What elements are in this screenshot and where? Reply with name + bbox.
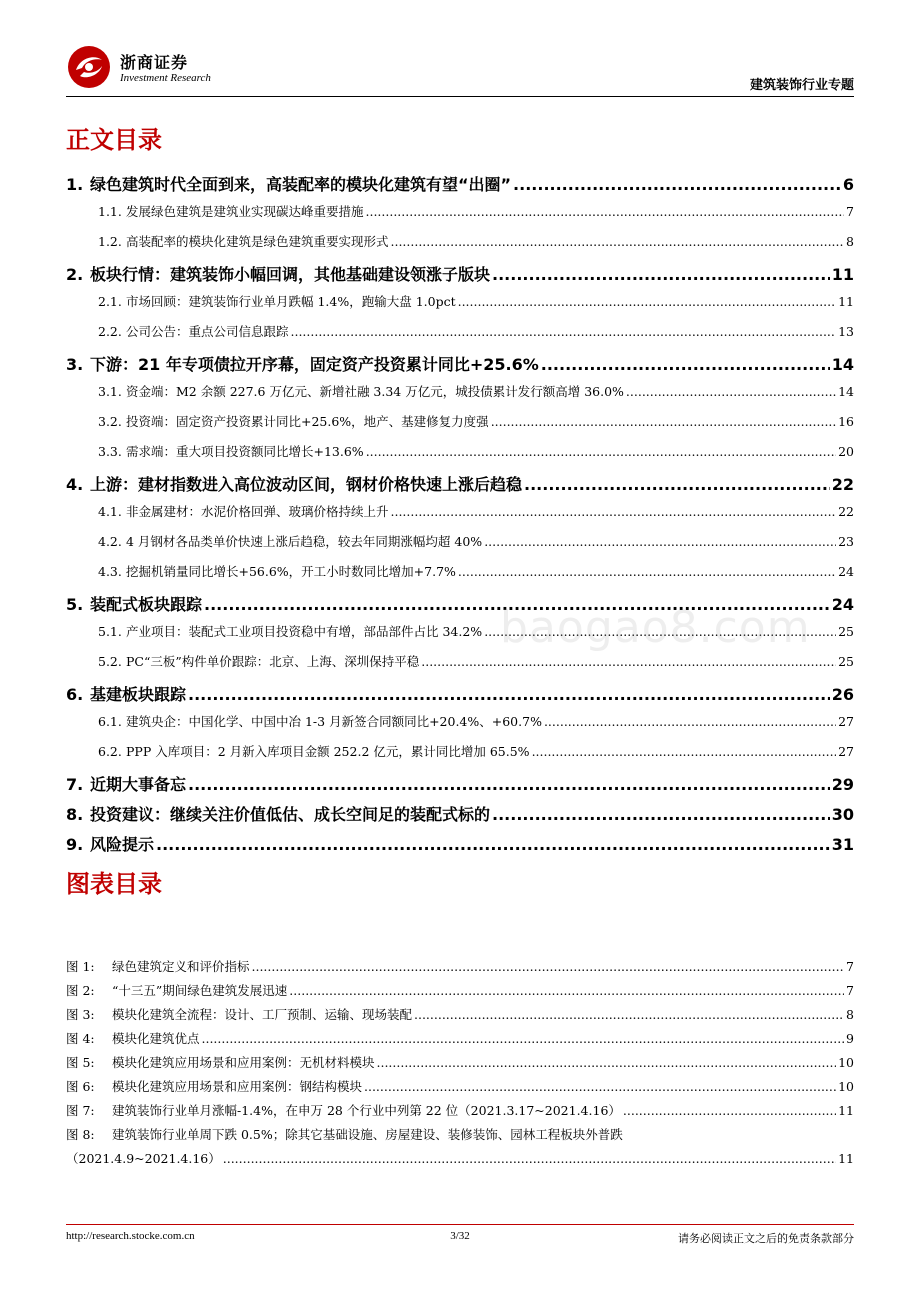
toc-subentry-page: 11: [838, 294, 854, 309]
toc-subentry-page: 24: [838, 564, 854, 579]
toc-entry-number: 9.: [66, 835, 84, 854]
footer-divider: [66, 1224, 854, 1225]
header-divider: [66, 96, 854, 97]
dot-leader: [626, 384, 836, 399]
figure-title: 模块化建筑优点: [112, 1031, 200, 1046]
toc-subentry-title: 挖掘机销量同比增长+56.6%，开工小时数同比增加+7.7%: [126, 564, 456, 579]
toc-entry[interactable]: [66, 770, 854, 800]
toc-subentry-page: 8: [846, 234, 854, 249]
figure-label: 图 5:: [66, 1055, 95, 1070]
figure-entry[interactable]: [66, 981, 854, 1005]
toc-subentry-title: PC“三板”构件单价跟踪：北京、上海、深圳保持平稳: [126, 654, 420, 669]
toc-entry[interactable]: [66, 680, 854, 710]
toc-entry-number: 8.: [66, 805, 84, 824]
dot-leader: [492, 805, 830, 824]
toc-entry[interactable]: [66, 470, 854, 500]
toc-subentry-title: 高装配率的模块化建筑是绿色建筑重要实现形式: [126, 234, 389, 249]
toc-entry-number: 7.: [66, 775, 84, 794]
toc-subentry-page: 20: [838, 444, 854, 459]
figure-page: 7: [846, 959, 854, 974]
toc-subentry[interactable]: [66, 710, 854, 740]
page-header: [66, 44, 854, 96]
figure-label: 图 3:: [66, 1007, 95, 1022]
toc-subentry[interactable]: [66, 410, 854, 440]
toc-entry-number: 2.: [66, 265, 84, 284]
toc-entry-page: 6: [842, 175, 854, 194]
figure-title: “十三五”期间绿色建筑发展迅速: [112, 983, 288, 998]
figure-page: 7: [846, 983, 854, 998]
figure-title-continued: （2021.4.9~2021.4.16）: [66, 1151, 221, 1166]
toc-entry-title: 基建板块跟踪: [90, 685, 187, 704]
dot-leader: [366, 204, 845, 219]
stocke-logo-icon: [66, 44, 112, 90]
dot-leader: [513, 175, 841, 194]
page-number: 3/32: [450, 1230, 470, 1242]
figure-title: 模块化建筑全流程：设计、工厂预制、运输、现场装配: [112, 1007, 413, 1022]
toc-entry-page: 29: [831, 775, 854, 794]
toc-subentry-number: 1.2.: [98, 234, 122, 249]
toc-subentry-page: 25: [838, 624, 854, 639]
toc-entry-page: 22: [831, 475, 854, 494]
toc-subentry-title: 资金端：M2 余额 227.6 万亿元、新增社融 3.34 万亿元，城投债累计发行额高增 36.0%: [126, 384, 624, 399]
dot-leader: [544, 714, 836, 729]
toc-entry-title: 板块行情：建筑装饰小幅回调，其他基础建设领涨子版块: [90, 265, 491, 284]
figure-entry[interactable]: [66, 1101, 854, 1125]
dot-leader: [366, 444, 836, 459]
toc-subentry[interactable]: [66, 320, 854, 350]
dot-leader: [532, 744, 837, 759]
toc-subentry-title: 非金属建材：水泥价格回弹、玻璃价格持续上升: [126, 504, 389, 519]
toc-subentry[interactable]: [66, 380, 854, 410]
toc-entry-title: 投资建议：继续关注价值低估、成长空间足的装配式标的: [90, 805, 491, 824]
toc-subentry-number: 6.1.: [98, 714, 122, 729]
toc-subentry-title: 产业项目：装配式工业项目投资稳中有增，部品部件占比 34.2%: [126, 624, 483, 639]
figure-entry[interactable]: [66, 1053, 854, 1077]
dot-leader: [492, 265, 830, 284]
toc-subentry-title: PPP 入库项目：2 月新入库项目金额 252.2 亿元，累计同比增加 65.5%: [126, 744, 530, 759]
dot-leader: [391, 504, 837, 519]
toc-subentry-title: 发展绿色建筑是建筑业实现碳达峰重要措施: [126, 204, 364, 219]
toc-entry-title: 上游：建材指数进入高位波动区间，钢材价格快速上涨后趋稳: [90, 475, 523, 494]
figure-page: 10: [838, 1055, 854, 1070]
figure-label: 图 2:: [66, 983, 95, 998]
figure-entry[interactable]: [66, 1005, 854, 1029]
toc-entry-page: 14: [831, 355, 854, 374]
dot-leader: [188, 775, 830, 794]
toc-subentry[interactable]: [66, 440, 854, 470]
toc-subentry-page: 16: [838, 414, 854, 429]
toc-subentry-title: 建筑央企：中国化学、中国中冶 1-3 月新签合同额同比+20.4%、+60.7%: [126, 714, 542, 729]
toc-entry[interactable]: [66, 170, 854, 200]
toc-subentry-number: 2.1.: [98, 294, 122, 309]
toc-subentry-number: 3.1.: [98, 384, 122, 399]
watermark: baogao8.com: [500, 602, 811, 653]
toc-subentry-number: 6.2.: [98, 744, 122, 759]
footer-url[interactable]: http://research.stocke.com.cn: [66, 1230, 195, 1242]
toc-entry-title: 下游：21 年专项债拉开序幕，固定资产投资累计同比+25.6%: [90, 355, 539, 374]
dot-leader: [156, 835, 830, 854]
toc-subentry[interactable]: [66, 200, 854, 230]
toc-subentry-number: 5.1.: [98, 624, 122, 639]
toc-subentry-number: 4.2.: [98, 534, 122, 549]
dot-leader: [484, 534, 836, 549]
dot-leader: [421, 654, 836, 669]
dot-leader: [202, 1031, 845, 1046]
toc-subentry-page: 22: [838, 504, 854, 519]
toc-entry-title: 近期大事备忘: [90, 775, 187, 794]
figure-title: 模块化建筑应用场景和应用案例：无机材料模块: [112, 1055, 375, 1070]
figure-title: 建筑装饰行业单月涨幅-1.4%，在申万 28 个行业中列第 22 位（2021.3.17~2021.4.16）: [112, 1103, 621, 1118]
dot-leader: [414, 1007, 844, 1022]
dot-leader: [364, 1079, 836, 1094]
dot-leader: [491, 414, 836, 429]
figure-label: 图 1:: [66, 959, 95, 974]
toc-entry-number: 4.: [66, 475, 84, 494]
toc-subentry[interactable]: [66, 650, 854, 680]
figure-page: 11: [838, 1151, 854, 1166]
toc-subentry-number: 5.2.: [98, 654, 122, 669]
toc-subentry-page: 23: [838, 534, 854, 549]
dot-leader: [391, 234, 845, 249]
dot-leader: [623, 1103, 836, 1118]
figure-page: 8: [846, 1007, 854, 1022]
toc-entry-number: 5.: [66, 595, 84, 614]
figure-title: 绿色建筑定义和评价指标: [112, 959, 250, 974]
toc-entry-number: 3.: [66, 355, 84, 374]
figure-page: 11: [838, 1103, 854, 1118]
toc-title: 正文目录: [66, 126, 162, 154]
figure-page: 10: [838, 1079, 854, 1094]
toc-subentry[interactable]: [66, 500, 854, 530]
figure-list: [66, 957, 854, 1173]
dot-leader: [289, 983, 844, 998]
dot-leader: [458, 564, 836, 579]
figure-entry[interactable]: [66, 957, 854, 981]
toc-subentry-page: 25: [838, 654, 854, 669]
toc-entry-title: 绿色建筑时代全面到来，高装配率的模块化建筑有望“出圈”: [90, 175, 512, 194]
brand-subtitle: Investment Research: [120, 72, 211, 84]
toc-subentry-page: 14: [838, 384, 854, 399]
toc-entry[interactable]: [66, 800, 854, 830]
dot-leader: [541, 355, 830, 374]
toc-entry-page: 26: [831, 685, 854, 704]
toc-subentry-number: 3.3.: [98, 444, 122, 459]
toc-subentry-number: 3.2.: [98, 414, 122, 429]
toc-subentry[interactable]: [66, 290, 854, 320]
figure-label: 图 6:: [66, 1079, 95, 1094]
toc-subentry-page: 27: [838, 744, 854, 759]
toc-entry[interactable]: [66, 350, 854, 380]
toc-subentry-number: 4.1.: [98, 504, 122, 519]
figure-label: 图 8:: [66, 1127, 95, 1142]
toc-subentry-number: 1.1.: [98, 204, 122, 219]
dot-leader: [458, 294, 836, 309]
figure-entry[interactable]: [66, 1077, 854, 1101]
toc-entry[interactable]: [66, 830, 854, 860]
report-type: 建筑装饰行业专题: [749, 78, 854, 93]
toc-subentry-title: 需求端：重大项目投资额同比增长+13.6%: [126, 444, 364, 459]
toc-subentry-title: 市场回顾：建筑装饰行业单月跌幅 1.4%，跑输大盘 1.0pct: [126, 294, 456, 309]
toc-subentry-page: 7: [846, 204, 854, 219]
figure-label: 图 7:: [66, 1103, 95, 1118]
toc-entry-page: 31: [831, 835, 854, 854]
toc-subentry[interactable]: [66, 740, 854, 770]
toc-subentry-page: 27: [838, 714, 854, 729]
toc-entry-title: 装配式板块跟踪: [90, 595, 203, 614]
toc-subentry[interactable]: [66, 560, 854, 590]
brand-name: 浙商证券: [120, 53, 189, 72]
toc-subentry[interactable]: [66, 230, 854, 260]
toc-entry-title: 风险提示: [90, 835, 155, 854]
toc-entry-page: 24: [831, 595, 854, 614]
figure-title: 模块化建筑应用场景和应用案例：钢结构模块: [112, 1079, 363, 1094]
dot-leader: [524, 475, 830, 494]
figures-title: 图表目录: [66, 870, 162, 898]
figure-title: 建筑装饰行业单周下跌 0.5%；除其它基础设施、房屋建设、装修装饰、园林工程板块外普跌: [112, 1127, 623, 1142]
toc-subentry-page: 13: [838, 324, 854, 339]
toc-subentry[interactable]: [66, 530, 854, 560]
toc-subentry-number: 2.2.: [98, 324, 122, 339]
toc-entry-page: 30: [831, 805, 854, 824]
dot-leader: [291, 324, 837, 339]
figure-label: 图 4:: [66, 1031, 95, 1046]
toc-entry[interactable]: [66, 260, 854, 290]
dot-leader: [377, 1055, 837, 1070]
figure-page: 9: [846, 1031, 854, 1046]
dot-leader: [223, 1151, 836, 1166]
footer-disclaimer: 请务必阅读正文之后的免责条款部分: [678, 1232, 854, 1245]
toc-subentry-title: 公司公告：重点公司信息跟踪: [126, 324, 289, 339]
figure-entry[interactable]: [66, 1029, 854, 1053]
toc-entry-page: 11: [831, 265, 854, 284]
figure-entry-continued[interactable]: [66, 1149, 854, 1173]
figure-entry[interactable]: [66, 1125, 854, 1149]
table-of-contents: [66, 170, 854, 860]
dot-leader: [188, 685, 830, 704]
dot-leader: [252, 959, 845, 974]
toc-subentry-number: 4.3.: [98, 564, 122, 579]
toc-subentry-title: 4 月钢材各品类单价快速上涨后趋稳，较去年同期涨幅均超 40%: [126, 534, 483, 549]
toc-entry-number: 6.: [66, 685, 84, 704]
toc-subentry-title: 投资端：固定资产投资累计同比+25.6%，地产、基建修复力度强: [126, 414, 489, 429]
toc-entry-number: 1.: [66, 175, 84, 194]
